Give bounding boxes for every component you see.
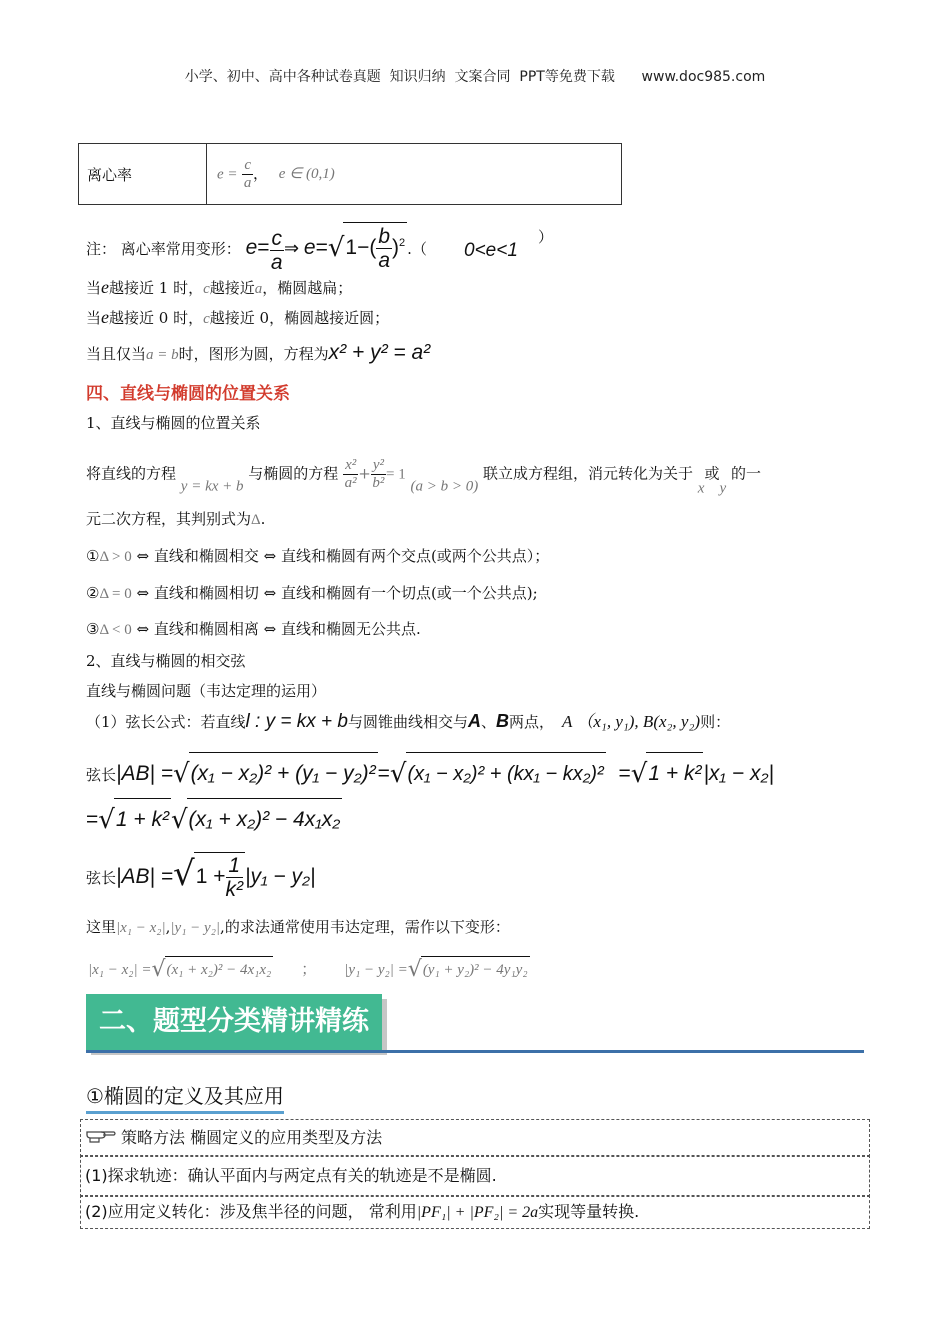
pointing-hand-icon — [85, 1121, 117, 1157]
case-delta-positive: ①Δ > 0 ⇔ 直线和椭圆相交 ⇔ 直线和椭圆有两个交点(或两个公共点）； — [86, 547, 550, 565]
veda-forms: |x₁ − x₂| =√(x₁ + x₂)² − 4x₁x₂ ； |y₁ − y₂| =√(y₁ + y₂)² − 4y₁y₂ — [88, 957, 528, 982]
eccentricity-table — [78, 143, 622, 205]
ecc-range: 0<e<1 — [464, 240, 518, 261]
line-e-near-0: 当e越接近 0 时，c越接近 0，椭圆越接近圆； — [86, 307, 390, 327]
section-ellipse-definition: ①椭圆的定义及其应用 — [86, 1080, 284, 1114]
ecc-formula: e = $\frac{c}{a}$ ， e ∈ (0,1) — [207, 144, 622, 205]
chord-length-formula-3: 弦长|AB| =√1 + $\frac{1}{\text{k²}}$ |y₁ − y₂| — [86, 854, 316, 901]
section-banner: 二、题型分类精讲精练 — [86, 994, 382, 1050]
page-header: 小学、初中、高中各种试卷真题 知识归纳 文案合同 PPT等免费下载 www.doc985.com — [184, 69, 766, 85]
chord-formula-intro: （1）弦长公式：若直线l : y = kx + b与圆锥曲线相交与A、B两点， A （x₁, y₁), B(x₂, y₂)则： — [86, 711, 731, 732]
subsection-1-title: 1、直线与椭圆的位置关系 — [86, 414, 261, 432]
strategy-item-1: (1)探求轨迹：确认平面内与两定点有关的轨迹是不是椭圆. — [80, 1155, 870, 1197]
ecc-note: 注： 离心率常用变形： e= $\frac{c}{a}$ ⇒ e=√1−( $\frac{b}{a}$ )$^2$ .（ — [86, 222, 427, 273]
section-4-title: 四、直线与椭圆的位置关系 — [86, 384, 290, 404]
chord-length-formula-1: 弦长|AB| =√(x₁ − x₂)² + (y₁ − y₂)²=√(x₁ − x₂)² + (kx₁ − kx₂)² =√1 + k²|x₁ − x₂| — [86, 752, 774, 794]
chord-length-formula-2: =√1 + k²√(x₁ + x₂)² − 4x₁x₂ — [86, 798, 342, 840]
line-e-near-1: 当e越接近 1 时，c越接近a，椭圆越扁； — [86, 277, 353, 297]
ecc-label: 离心率 — [79, 144, 207, 205]
line-circle: 当且仅当a = b时，图形为圆，方程为x² + y² = a² — [86, 341, 431, 364]
subsection-2-subtitle: 直线与椭圆问题（韦达定理的运用） — [86, 682, 327, 700]
paragraph-discriminant: 元二次方程，其判别式为Δ. — [86, 510, 266, 528]
ecc-range-paren: ） — [538, 228, 554, 246]
strategy-header: 策略方法 椭圆定义的应用类型及方法 — [80, 1119, 870, 1157]
subsection-2-title: 2、直线与椭圆的相交弦 — [86, 652, 246, 670]
veda-note: 这里|x₁ − x₂|,|y₁ − y₂|,的求法通常使用韦达定理，需作以下变形： — [86, 918, 510, 936]
paragraph-line-equation: 将直线的方程 y = kx + b 与椭圆的方程 $\frac{\text{x²}}{\text{a²}}$ + $\frac{\text{y²}}{\text{b²}}$ = 1 (a > b > 0) 联立成方程组，消元转化为关于 x或y 的一 — [86, 457, 761, 497]
case-delta-negative: ③Δ < 0 ⇔ 直线和椭圆相离 ⇔ 直线和椭圆无公共点. — [86, 620, 421, 638]
strategy-item-2: (2)应用定义转化：涉及焦半径的问题， 常利用|PF₁| + |PF₂| = 2a实现等量转换. — [80, 1195, 870, 1229]
case-delta-zero: ②Δ = 0 ⇔ 直线和椭圆相切 ⇔ 直线和椭圆有一个切点(或一个公共点); — [86, 584, 538, 602]
banner-divider — [86, 1050, 864, 1053]
